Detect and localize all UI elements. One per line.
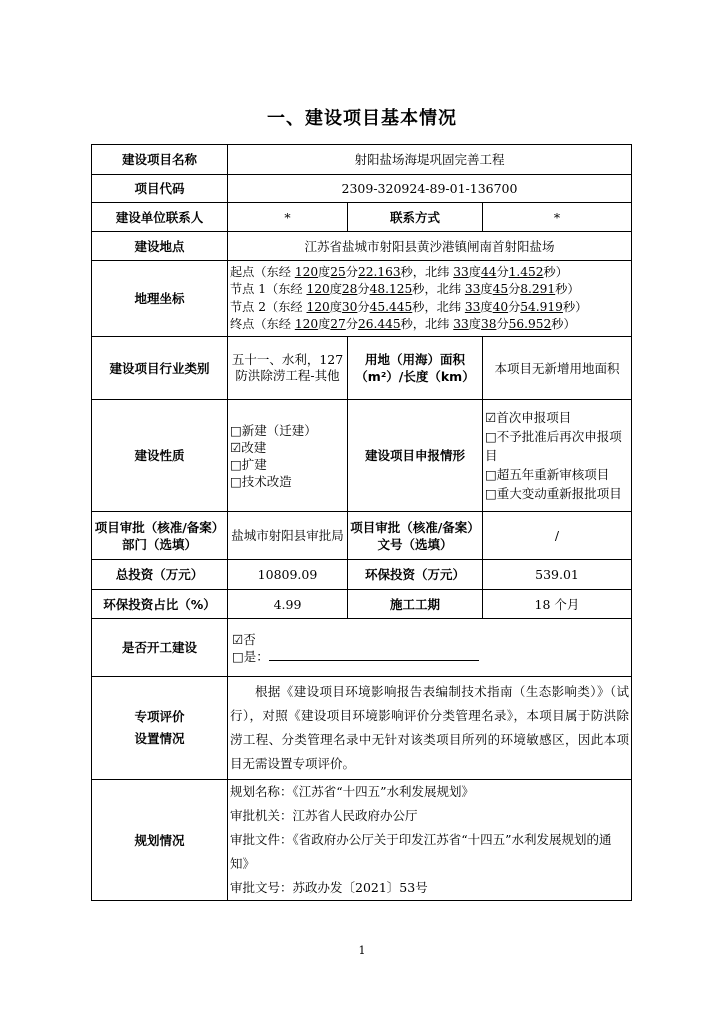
construction-period-value: 18 个月 — [483, 590, 632, 619]
latitude-minutes: 40 — [492, 299, 509, 314]
unit-minute: 分 — [496, 264, 509, 279]
unit-degree: 度 — [468, 317, 481, 331]
project-code-value: 2309-320924-89-01-136700 — [228, 175, 632, 203]
unit-degree: 度 — [480, 282, 493, 296]
row-planning — [92, 780, 632, 901]
coordinate-line — [230, 264, 629, 282]
coordinate-prefix: 节点 2（东经 — [230, 299, 307, 314]
latitude-minutes: 45 — [492, 282, 509, 296]
latitude-degrees: 33 — [464, 299, 481, 314]
industry-value: 五十一、水利，127 防洪除涝工程-其他 — [228, 337, 348, 400]
row-approval — [92, 512, 632, 560]
unit-second-separator: 秒，北纬 — [400, 264, 454, 279]
unit-degree: 度 — [318, 317, 331, 331]
page-number: 1 — [358, 944, 366, 957]
env-ratio-label: 环保投资占比（%） — [92, 590, 228, 619]
project-name-label: 建设项目名称 — [92, 145, 228, 175]
industry-label: 建设项目行业类别 — [92, 337, 228, 400]
report-option-first: ☑首次申报项目 — [485, 410, 572, 425]
started-option-yes: □是： — [232, 648, 269, 664]
started-options — [228, 619, 632, 677]
contact-person-value: * — [228, 203, 348, 232]
row-ratio — [92, 590, 632, 619]
latitude-seconds: 8.291 — [520, 282, 556, 296]
total-investment-label: 总投资（万元） — [92, 560, 228, 590]
planning-label: 规划情况 — [92, 780, 228, 901]
unit-minute: 分 — [508, 282, 521, 296]
row-coordinates — [92, 261, 632, 337]
project-name-value: 射阳盐场海堤巩固完善工程 — [228, 145, 632, 175]
contact-method-value: * — [483, 203, 632, 232]
unit-minute: 分 — [508, 299, 521, 314]
env-investment-value: 539.01 — [483, 560, 632, 590]
land-area-value: 本项目无新增用地面积 — [483, 337, 632, 400]
longitude-degrees: 120 — [294, 317, 319, 331]
longitude-degrees: 120 — [306, 299, 330, 314]
longitude-minutes: 25 — [330, 264, 346, 279]
started-option-yes-line — [232, 648, 629, 665]
approval-number-label: 项目审批（核准/备案）文号（选填） — [348, 512, 483, 560]
planning-lines — [228, 780, 632, 901]
coordinate-line — [230, 281, 629, 299]
project-code-label: 项目代码 — [92, 175, 228, 203]
row-contact — [92, 203, 632, 232]
longitude-seconds: 45.445 — [369, 299, 413, 314]
longitude-degrees: 120 — [294, 264, 319, 279]
latitude-seconds: 1.452 — [508, 264, 544, 279]
location-label: 建设地点 — [92, 232, 228, 261]
latitude-degrees: 33 — [453, 264, 469, 279]
unit-second-end: 秒） — [551, 317, 576, 331]
total-investment-value: 10809.09 — [228, 560, 348, 590]
row-location — [92, 232, 632, 261]
planning-name: 规划名称：《江苏省“十四五”水利发展规划》 — [230, 784, 475, 799]
longitude-seconds: 26.445 — [357, 317, 401, 331]
row-special — [92, 677, 632, 780]
row-industry — [92, 337, 632, 400]
longitude-seconds: 48.125 — [369, 282, 413, 296]
nature-option-rebuild: ☑改建 — [230, 439, 267, 455]
report-option-resubmit: □不予批准后再次申报项目 — [485, 429, 622, 463]
unit-minute: 分 — [357, 282, 370, 296]
longitude-minutes: 30 — [341, 299, 358, 314]
coordinates-value — [228, 261, 632, 337]
special-eval-label: 专项评价设置情况 — [92, 677, 228, 780]
coordinates-label: 地理坐标 — [92, 261, 228, 337]
nature-option-new: □新建（迁建） — [230, 422, 317, 438]
special-eval-text: 根据《建设项目环境影响报告表编制技术指南（生态影响类）》（试行），对照《建设项目环境影响评价分类管理名录》，本项目属于防洪除涝工程、分类管理名录中无针对该类项目所列的环境敏感区，因此本项目无需设置专项评价。 — [228, 677, 632, 780]
latitude-degrees: 33 — [464, 282, 481, 296]
nature-option-tech: □技术改造 — [230, 473, 292, 489]
contact-method-label: 联系方式 — [348, 203, 483, 232]
started-blank-line — [269, 648, 479, 661]
nature-label: 建设性质 — [92, 400, 228, 512]
longitude-seconds: 22.163 — [357, 264, 401, 279]
planning-authority: 审批机关：江苏省人民政府办公厅 — [230, 808, 418, 823]
longitude-degrees: 120 — [306, 282, 330, 296]
page-title: 一、建设项目基本情况 — [267, 108, 457, 129]
approval-dept-label: 项目审批（核准/备案）部门（选填） — [92, 512, 228, 560]
row-project-name — [92, 145, 632, 175]
longitude-minutes: 28 — [341, 282, 358, 296]
unit-second-end: 秒） — [562, 299, 588, 314]
unit-degree: 度 — [480, 299, 493, 314]
report-type-options — [483, 400, 632, 512]
construction-period-label: 施工工期 — [348, 590, 483, 619]
approval-dept-value: 盐城市射阳县审批局 — [228, 512, 348, 560]
unit-second-end: 秒） — [555, 282, 580, 296]
row-investment — [92, 560, 632, 590]
report-type-label: 建设项目申报情形 — [348, 400, 483, 512]
latitude-seconds: 56.952 — [508, 317, 552, 331]
started-label: 是否开工建设 — [92, 619, 228, 677]
coordinate-prefix: 终点（东经 — [230, 317, 295, 331]
coordinate-prefix: 节点 1（东经 — [230, 282, 307, 296]
coordinate-prefix: 起点（东经 — [230, 264, 295, 279]
unit-second-separator: 秒，北纬 — [400, 317, 454, 331]
planning-document: 审批文件：《省政府办公厅关于印发江苏省“十四五”水利发展规划的通知》 — [230, 832, 612, 871]
unit-degree: 度 — [318, 264, 331, 279]
report-option-major-change: □重大变动重新报批项目 — [485, 486, 622, 501]
report-option-five-year: □超五年重新审核项目 — [485, 467, 610, 482]
unit-minute: 分 — [345, 264, 358, 279]
nature-option-expand: □扩建 — [230, 456, 267, 472]
unit-degree: 度 — [329, 282, 342, 296]
env-ratio-value: 4.99 — [228, 590, 348, 619]
project-info-table — [91, 144, 632, 901]
row-project-code — [92, 175, 632, 203]
location-value: 江苏省盐城市射阳县黄沙港镇闸南首射阳盐场 — [228, 232, 632, 261]
latitude-seconds: 54.919 — [520, 299, 563, 314]
nature-options — [228, 400, 348, 512]
unit-minute: 分 — [345, 317, 358, 331]
unit-degree: 度 — [329, 299, 342, 314]
unit-second-end: 秒） — [543, 264, 568, 279]
coordinate-line — [230, 299, 629, 317]
latitude-degrees: 33 — [453, 317, 469, 331]
coordinate-line — [230, 316, 629, 334]
planning-doc-number: 审批文号：苏政办发〔2021〕53号 — [230, 880, 428, 895]
unit-second-separator: 秒，北纬 — [412, 282, 465, 296]
longitude-minutes: 27 — [330, 317, 346, 331]
env-investment-label: 环保投资（万元） — [348, 560, 483, 590]
unit-second-separator: 秒，北纬 — [412, 299, 465, 314]
latitude-minutes: 44 — [480, 264, 497, 279]
row-nature — [92, 400, 632, 512]
unit-minute: 分 — [357, 299, 370, 314]
unit-degree: 度 — [468, 264, 481, 279]
started-option-no: ☑否 — [232, 631, 256, 647]
unit-minute: 分 — [496, 317, 509, 331]
latitude-minutes: 38 — [480, 317, 497, 331]
land-area-label: 用地（用海）面积（m²）/长度（km） — [348, 337, 483, 400]
approval-number-value: / — [483, 512, 632, 560]
row-started — [92, 619, 632, 677]
contact-person-label: 建设单位联系人 — [92, 203, 228, 232]
